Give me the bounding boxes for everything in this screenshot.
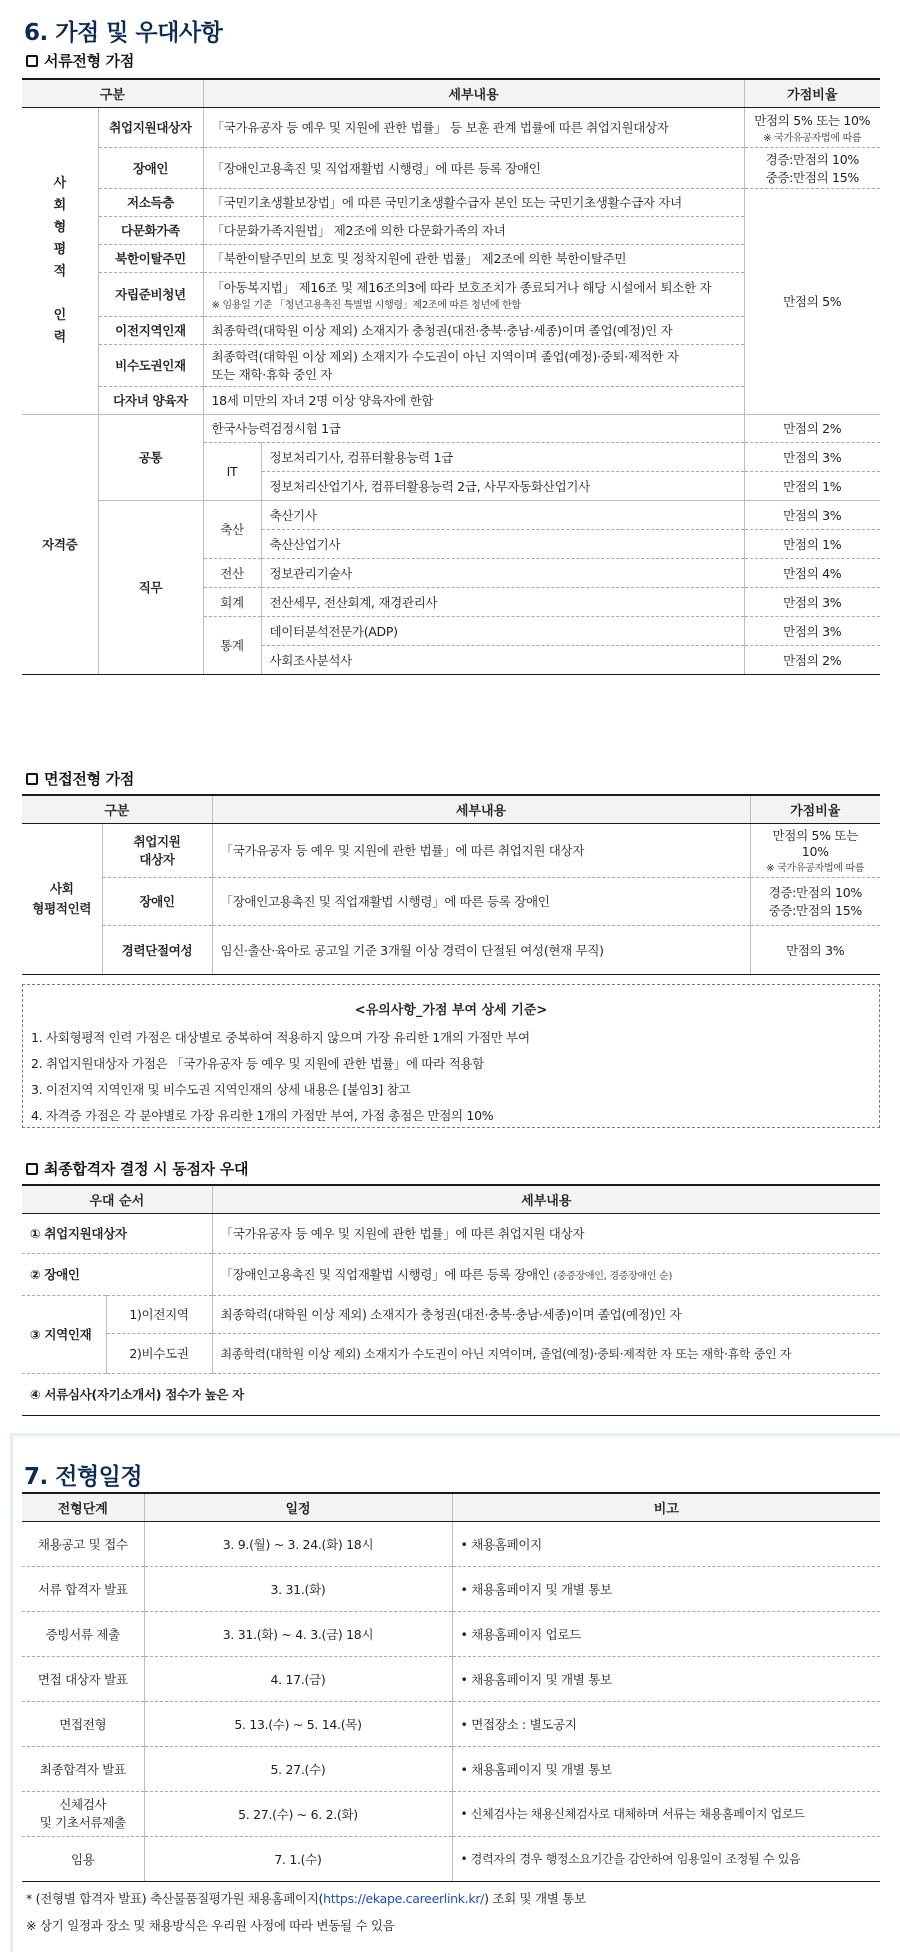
row-stage: 채용공고 및 접수 bbox=[22, 1521, 144, 1566]
row-category: 다문화가족 bbox=[98, 216, 203, 244]
row-rate: 만점의 3% bbox=[744, 500, 880, 529]
row-stage: 최종합격자 발표 bbox=[22, 1746, 144, 1791]
row-detail: 18세 미만의 자녀 2명 이상 양육자에 한함 bbox=[203, 386, 744, 414]
row-note: • 채용홈페이지 및 개별 통보 bbox=[452, 1566, 880, 1611]
row-category: 이전지역인재 bbox=[98, 316, 203, 344]
notes-title: <유의사항_가점 부여 상세 기준> bbox=[354, 1003, 548, 1018]
table-row bbox=[22, 1521, 880, 1566]
note-line: 2. 취업지원대상자 가점은 「국가유공자 등 예우 및 지원에 관한 법률」에 따라 적용함 bbox=[31, 1056, 484, 1071]
interview-bonus-heading-text: 면접전형 가점 bbox=[44, 770, 135, 788]
row-stage: 면접 대상자 발표 bbox=[22, 1656, 144, 1701]
shared-rate: 만점의 5% bbox=[744, 188, 880, 414]
row-detail: 정보처리기사, 컴퓨터활용능력 1급 bbox=[261, 442, 744, 471]
table-row bbox=[22, 1333, 880, 1373]
table-row bbox=[22, 1656, 880, 1701]
square-bullet-icon bbox=[26, 55, 38, 67]
row-rate: 만점의 3% bbox=[750, 925, 880, 974]
table-row bbox=[22, 1295, 880, 1333]
row-detail bbox=[203, 344, 744, 386]
table-header-row bbox=[22, 795, 880, 823]
row-stage: 임용 bbox=[22, 1836, 144, 1881]
table-row bbox=[22, 1836, 880, 1881]
row-category: 경력단절여성 bbox=[102, 925, 212, 974]
footnote-schedule-change: ※ 상기 일정과 장소 및 채용방식은 우리원 사정에 따라 변동될 수 있음 bbox=[26, 1918, 395, 1933]
row-rate: 만점의 1% bbox=[744, 529, 880, 558]
table-row bbox=[22, 1213, 880, 1253]
section-7-title: 7. 전형일정 bbox=[24, 1464, 143, 1490]
row-detail: 「국가유공자 등 예우 및 지원에 관한 법률」에 따른 취업지원 대상자 bbox=[212, 823, 750, 877]
note-line: 3. 이전지역 지역인재 및 비수도권 지역인재의 상세 내용은 [붙임3] 참고 bbox=[31, 1082, 411, 1097]
row-detail: 「다문화가족지원법」 제2조에 의한 다문화가족의 자녀 bbox=[203, 216, 744, 244]
row-note: • 신체검사는 채용신체검사로 대체하며 서류는 채용홈페이지 업로드 bbox=[452, 1791, 880, 1836]
interview-group-label: 사회 형평적인력 bbox=[22, 823, 102, 974]
row-detail: 「국가유공자 등 예우 및 지원에 관한 법률」 등 보훈 관계 법률에 따른 취업지원대상자 bbox=[203, 107, 744, 147]
row-category: 장애인 bbox=[102, 877, 212, 925]
header-stage: 전형단계 bbox=[22, 1493, 144, 1521]
row-detail bbox=[203, 272, 744, 316]
table-row bbox=[22, 925, 880, 974]
tie-breaker-heading-text: 최종합격자 결정 시 동점자 우대 bbox=[44, 1160, 249, 1178]
table-row bbox=[22, 147, 880, 188]
row-subcategory: 2)비수도권 bbox=[106, 1333, 212, 1373]
cert-sub-label: IT bbox=[203, 442, 261, 500]
row-note: • 채용홈페이지 업로드 bbox=[452, 1611, 880, 1656]
cert-sub-label: 통계 bbox=[203, 616, 261, 674]
detail-note: (중증장애인, 경증장애인 순) bbox=[553, 1271, 673, 1282]
row-rate: 만점의 3% bbox=[744, 442, 880, 471]
cert-group-label: 자격증 bbox=[22, 414, 98, 674]
table-row bbox=[22, 1253, 880, 1295]
row-date: 3. 31.(화) ~ 4. 3.(금) 18시 bbox=[144, 1611, 452, 1656]
careerlink-url[interactable]: https://ekape.careerlink.kr/ bbox=[323, 1891, 485, 1906]
row-category: ① 취업지원대상자 bbox=[22, 1213, 212, 1253]
row-detail: 사회조사분석사 bbox=[261, 645, 744, 674]
cert-sub-label: 회계 bbox=[203, 587, 261, 616]
row-date: 4. 17.(금) bbox=[144, 1656, 452, 1701]
notes-box bbox=[22, 984, 880, 1128]
row-rate: 만점의 3% bbox=[744, 616, 880, 645]
row-detail: 「장애인고용촉진 및 직업재활법 시행령」에 따른 등록 장애인 bbox=[212, 877, 750, 925]
footnote-text: ) 조회 및 개별 통보 bbox=[484, 1891, 586, 1906]
header-date: 일정 bbox=[144, 1493, 452, 1521]
cert-sub-label: 전산 bbox=[203, 558, 261, 587]
row-detail: 축산산업기사 bbox=[261, 529, 744, 558]
row-date: 5. 13.(수) ~ 5. 14.(목) bbox=[144, 1701, 452, 1746]
row-category: 북한이탈주민 bbox=[98, 244, 203, 272]
row-date: 3. 31.(화) bbox=[144, 1566, 452, 1611]
row-date: 5. 27.(수) ~ 6. 2.(화) bbox=[144, 1791, 452, 1836]
row-rate: 만점의 4% bbox=[744, 558, 880, 587]
row-detail: 한국사능력검정시험 1급 bbox=[203, 414, 744, 442]
row-detail: 「국가유공자 등 예우 및 지원에 관한 법률」에 따른 취업지원 대상자 bbox=[212, 1213, 880, 1253]
row-note: • 채용홈페이지 및 개별 통보 bbox=[452, 1746, 880, 1791]
header-detail: 세부내용 bbox=[212, 795, 750, 823]
rate-text: 중증:만점의 15% bbox=[768, 903, 862, 918]
row-rate: 만점의 2% bbox=[744, 414, 880, 442]
table-row bbox=[22, 1701, 880, 1746]
table-header-row bbox=[22, 79, 880, 107]
row-note: • 채용홈페이지 bbox=[452, 1521, 880, 1566]
row-category: ④ 서류심사(자기소개서) 점수가 높은 자 bbox=[22, 1373, 880, 1415]
row-date: 5. 27.(수) bbox=[144, 1746, 452, 1791]
detail-text: 「장애인고용촉진 및 직업재활법 시행령」에 따른 등록 장애인 bbox=[220, 1267, 550, 1282]
rate-text: 경증:만점의 10% bbox=[768, 885, 862, 900]
interview-bonus-heading bbox=[26, 768, 134, 789]
row-note: • 면접장소 : 별도공지 bbox=[452, 1701, 880, 1746]
table-row bbox=[22, 500, 880, 529]
header-rate: 가점비율 bbox=[744, 79, 880, 107]
row-stage: 서류 합격자 발표 bbox=[22, 1566, 144, 1611]
row-detail: 임신·출산·육아로 공고일 기준 3개월 이상 경력이 단절된 여성(현재 무직) bbox=[212, 925, 750, 974]
row-category: 취업지원대상자 bbox=[98, 107, 203, 147]
doc-bonus-heading-text: 서류전형 가점 bbox=[44, 52, 135, 70]
row-detail: 최종학력(대학원 이상 제외) 소재지가 수도권이 아닌 지역이며, 졸업(예정)·중퇴·제적한 자 또는 재학·휴학 중인 자 bbox=[212, 1333, 880, 1373]
note-line: 1. 사회형평적 인력 가점은 대상별로 중복하여 적용하지 않으며 가장 유리한 1개의 가점만 부여 bbox=[31, 1030, 530, 1045]
table-row bbox=[22, 823, 880, 877]
table-row bbox=[22, 188, 880, 216]
detail-text: 최종학력(대학원 이상 제외) 소재지가 수도권이 아닌 지역이며 졸업(예정)·중퇴·제적한 자 bbox=[211, 349, 679, 364]
row-detail: 정보관리기술사 bbox=[261, 558, 744, 587]
header-detail: 세부내용 bbox=[203, 79, 744, 107]
table-row bbox=[22, 1373, 880, 1415]
row-category: 다자녀 양육자 bbox=[98, 386, 203, 414]
section-6-title: 6. 가점 및 우대사항 bbox=[24, 20, 223, 46]
row-detail: 「북한이탈주민의 보호 및 정착지원에 관한 법률」 제2조에 의한 북한이탈주민 bbox=[203, 244, 744, 272]
table-row bbox=[22, 1566, 880, 1611]
table-row bbox=[22, 1791, 880, 1836]
row-detail bbox=[212, 1253, 880, 1295]
row-detail: 최종학력(대학원 이상 제외) 소재지가 충청권(대전·충북·충남·세종)이며 졸업(예정)인 자 bbox=[212, 1295, 880, 1333]
table-header-row bbox=[22, 1185, 880, 1213]
footnote-results bbox=[26, 1889, 586, 1907]
row-category: 비수도권인재 bbox=[98, 344, 203, 386]
social-equity-group-label: 사 회 형 평 적 인 력 bbox=[22, 107, 98, 414]
note-line: 4. 자격증 가점은 각 분야별로 가장 유리한 1개의 가점만 부여, 가점 총점은 만점의 10% bbox=[31, 1108, 494, 1123]
row-category: 자립준비청년 bbox=[98, 272, 203, 316]
row-detail: 「장애인고용촉진 및 직업재활법 시행령」에 따른 등록 장애인 bbox=[203, 147, 744, 188]
rate-text: 만점의 5% 또는 10% bbox=[754, 112, 871, 128]
header-category: 구분 bbox=[22, 79, 203, 107]
cert-sub-label: 축산 bbox=[203, 500, 261, 558]
row-detail: 축산기사 bbox=[261, 500, 744, 529]
detail-text: 또는 재학·휴학 중인 자 bbox=[211, 367, 333, 382]
row-rate bbox=[750, 877, 880, 925]
schedule-table bbox=[22, 1492, 880, 1882]
table-row bbox=[22, 107, 880, 147]
doc-bonus-heading bbox=[26, 50, 134, 71]
doc-bonus-table bbox=[22, 78, 880, 675]
row-note: • 채용홈페이지 및 개별 통보 bbox=[452, 1656, 880, 1701]
square-bullet-icon bbox=[26, 773, 38, 785]
row-subcategory: 1)이전지역 bbox=[106, 1295, 212, 1333]
tie-breaker-heading bbox=[26, 1158, 248, 1179]
rate-text: 중증:만점의 15% bbox=[765, 169, 859, 185]
footnote-text: * (전형별 합격자 발표) 축산물품질평가원 채용홈페이지( bbox=[26, 1891, 324, 1906]
row-stage: 증빙서류 제출 bbox=[22, 1611, 144, 1656]
row-detail: 정보처리산업기사, 컴퓨터활용능력 2급, 사무자동화산업기사 bbox=[261, 471, 744, 500]
row-rate: 만점의 2% bbox=[744, 645, 880, 674]
row-category: 장애인 bbox=[98, 147, 203, 188]
row-stage: 신체검사 및 기초서류제출 bbox=[22, 1791, 144, 1836]
rate-note: ※ 국가유공자법에 따름 bbox=[763, 132, 862, 144]
table-row bbox=[22, 877, 880, 925]
rate-text: 만점의 5% 또는 10% bbox=[772, 828, 858, 859]
row-stage: 면접전형 bbox=[22, 1701, 144, 1746]
row-rate bbox=[744, 107, 880, 147]
header-category: 구분 bbox=[22, 795, 212, 823]
header-rate: 가점비율 bbox=[750, 795, 880, 823]
row-note: • 경력자의 경우 행정소요기간을 감안하여 임용일이 조정될 수 있음 bbox=[452, 1836, 880, 1881]
row-rate: 만점의 1% bbox=[744, 471, 880, 500]
cert-job-label: 직무 bbox=[98, 500, 203, 674]
rate-text: 경증:만점의 10% bbox=[765, 151, 859, 167]
row-detail: 전산세무, 전산회계, 재경관리사 bbox=[261, 587, 744, 616]
row-category: 취업지원 대상자 bbox=[102, 823, 212, 877]
row-date: 7. 1.(수) bbox=[144, 1836, 452, 1881]
row-category: 저소득층 bbox=[98, 188, 203, 216]
header-note: 비고 bbox=[452, 1493, 880, 1521]
row-category: ③ 지역인재 bbox=[22, 1295, 106, 1373]
interview-bonus-table bbox=[22, 794, 880, 975]
table-row bbox=[22, 1746, 880, 1791]
row-detail: 최종학력(대학원 이상 제외) 소재지가 충청권(대전·충북·충남·세종)이며 졸업(예정)인 자 bbox=[203, 316, 744, 344]
row-detail: 데이터분석전문가(ADP) bbox=[261, 616, 744, 645]
header-priority: 우대 순서 bbox=[22, 1185, 212, 1213]
row-rate: 만점의 3% bbox=[744, 587, 880, 616]
table-row bbox=[22, 1611, 880, 1656]
tie-breaker-table bbox=[22, 1184, 880, 1416]
table-header-row bbox=[22, 1493, 880, 1521]
square-bullet-icon bbox=[26, 1163, 38, 1175]
row-rate bbox=[750, 823, 880, 877]
table-row bbox=[22, 414, 880, 442]
cert-common-label: 공통 bbox=[98, 414, 203, 500]
row-rate bbox=[744, 147, 880, 188]
rate-note: ※ 국가유공자법에 따름 bbox=[766, 863, 865, 874]
detail-note: ※ 임용일 기준 「청년고용촉진 특별법 시행령」제2조에 따른 청년에 한함 bbox=[211, 299, 521, 311]
row-date: 3. 9.(월) ~ 3. 24.(화) 18시 bbox=[144, 1521, 452, 1566]
header-detail: 세부내용 bbox=[212, 1185, 880, 1213]
row-category: ② 장애인 bbox=[22, 1253, 212, 1295]
detail-text: 「아동복지법」 제16조 및 제16조의3에 따라 보호조치가 종료되거나 해당 시설에서 퇴소한 자 bbox=[211, 279, 712, 295]
row-detail: 「국민기초생활보장법」에 따른 국민기초생활수급자 본인 또는 국민기초생활수급자 자녀 bbox=[203, 188, 744, 216]
